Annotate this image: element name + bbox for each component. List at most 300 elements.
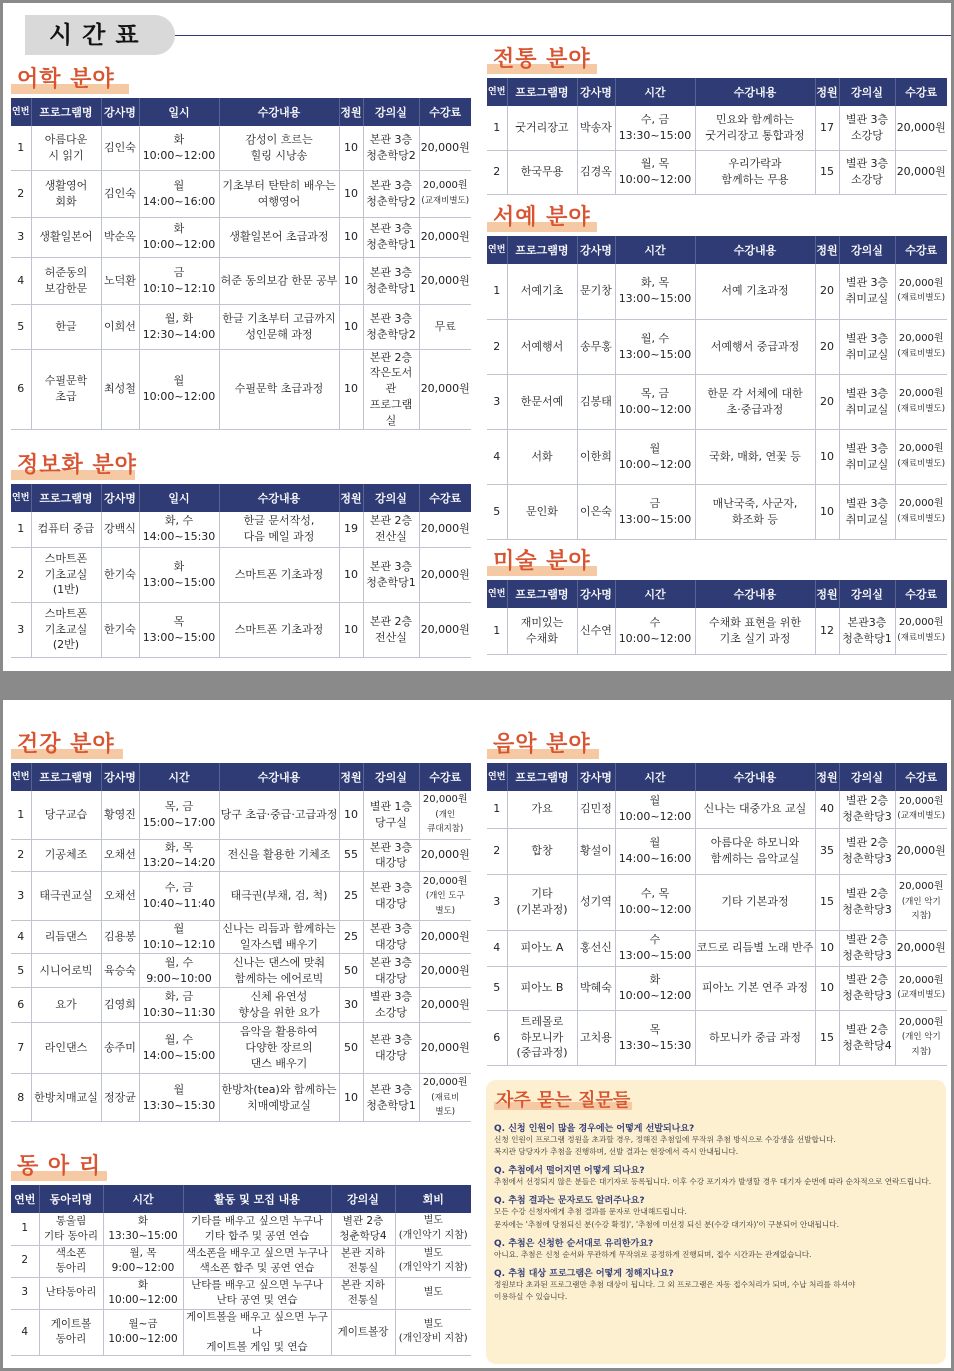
table-cell: 20,000원 — [419, 839, 471, 872]
table-cell: 별관 3층 취미교실 — [839, 429, 895, 484]
table-header-row — [487, 236, 947, 264]
table-cell: 서예기초 — [507, 264, 577, 319]
table-cell: 10 — [339, 304, 363, 349]
table-cell: 별관 3층 취미교실 — [839, 264, 895, 319]
column-header: 연번 — [11, 763, 31, 791]
table-cell: 매난국죽, 사군자, 화조화 등 — [695, 484, 815, 539]
table-cell: 김봉태 — [577, 374, 615, 429]
table-cell: 생활영어 회화 — [31, 170, 101, 217]
table-row — [487, 791, 947, 828]
table-cell: 10 — [815, 484, 839, 539]
table-cell: 화 13:30~15:00 — [103, 1213, 183, 1245]
table-cell: 20,000원 (개인 악기 지참) — [895, 874, 947, 930]
table-cell: 박순옥 — [101, 217, 139, 257]
table-cell: 20,000원 (재료비별도) — [895, 608, 947, 654]
table-header-row — [11, 1185, 471, 1213]
table-cell: 15 — [815, 1010, 839, 1065]
table-cell: 본관 3층 청춘학당2 — [363, 126, 419, 170]
table-cell: 무료 — [419, 304, 471, 349]
table-row — [11, 872, 471, 921]
table-cell: 당구교습 — [31, 791, 101, 839]
table-cell: 2 — [11, 839, 31, 872]
table-row — [487, 608, 947, 654]
table-cell: 20 — [815, 264, 839, 319]
table-cell: 기타 기본과정 — [695, 874, 815, 930]
table-cell: 스마트폰 기초과정 — [219, 547, 339, 602]
table-cell: 2 — [11, 547, 31, 602]
table-cell: 20,000원 — [895, 930, 947, 966]
faq-title: 자주 묻는 질문들 — [496, 1090, 631, 1111]
table-cell: 본관 3층 청춘학당2 — [363, 170, 419, 217]
table-cell: 한글 문서작성, 다음 메일 과정 — [219, 512, 339, 547]
table-row — [487, 966, 947, 1010]
table-cell: 본관 지하 전통실 — [331, 1277, 395, 1309]
table-cell: 금 13:00~15:00 — [615, 484, 695, 539]
table-row — [487, 874, 947, 930]
table-cell: 굿거리장고 — [507, 106, 577, 150]
table-row — [487, 374, 947, 429]
table-cell: 신나는 대중가요 교실 — [695, 791, 815, 828]
table-cell: 1 — [11, 126, 31, 170]
table-cell: 생활일본어 초급과정 — [219, 217, 339, 257]
table-cell: 2 — [487, 319, 507, 374]
column-header: 강사명 — [577, 236, 615, 264]
table-cell: 통울림 기타 동아리 — [39, 1213, 103, 1245]
section-club — [11, 1152, 471, 1356]
table-cell: 별관 3층 소강당 — [363, 988, 419, 1023]
table-cell: 감성이 흐르는 힐링 시낭송 — [219, 126, 339, 170]
table-cell: 월, 수 13:00~15:00 — [615, 319, 695, 374]
section-title — [11, 65, 471, 98]
table-cell: 본관 3층 대강당 — [363, 954, 419, 988]
table-cell: 아름다운 시 읽기 — [31, 126, 101, 170]
table-cell: 화, 금 10:30~11:30 — [139, 988, 219, 1023]
column-header: 수강내용 — [695, 236, 815, 264]
table-cell: 고치용 — [577, 1010, 615, 1065]
table-cell: 게이트볼장 — [331, 1309, 395, 1356]
section-calligraphy — [487, 203, 947, 540]
table-row — [487, 828, 947, 874]
table-cell: 월 10:00~12:00 — [615, 791, 695, 828]
table-cell: 20,000원 — [419, 988, 471, 1023]
column-header: 프로그램명 — [31, 98, 101, 126]
column-header: 수강내용 — [219, 98, 339, 126]
table-cell: 월, 목 10:00~12:00 — [615, 150, 695, 194]
table-cell: 별관 1층 당구실 — [363, 791, 419, 839]
table-cell: 1 — [487, 106, 507, 150]
table-cell: 수 10:00~12:00 — [615, 608, 695, 654]
table-cell: 서화 — [507, 429, 577, 484]
table-cell: 별관 2층 청춘학당3 — [839, 828, 895, 874]
table-cell: 20,000원 (개인 악기 지참) — [895, 1010, 947, 1065]
table-cell: 송주미 — [101, 1023, 139, 1074]
table-row — [487, 1010, 947, 1065]
table-cell: 3 — [11, 602, 31, 657]
column-header: 시간 — [615, 763, 695, 791]
table-cell: 한기숙 — [101, 547, 139, 602]
table-cell: 별관 2층 청춘학당3 — [839, 874, 895, 930]
table-cell: 40 — [815, 791, 839, 828]
table-cell: 본관 3층 대강당 — [363, 921, 419, 954]
column-header: 정원 — [815, 763, 839, 791]
table-row — [11, 791, 471, 839]
faq-list — [494, 1121, 938, 1303]
table-cell: 수필문학 초급 — [31, 349, 101, 430]
schedule-table — [11, 763, 471, 1122]
table-cell: 한글 — [31, 304, 101, 349]
schedule-table — [487, 763, 947, 1066]
table-cell: 20,000원 (교재비별도) — [895, 966, 947, 1010]
section-title — [11, 1152, 471, 1185]
section-title-text: 동 아 리 — [17, 1154, 102, 1179]
table-cell: 20,000원 (교재비별도) — [419, 170, 471, 217]
faq-question: Q. 추첨은 신청한 순서대로 유리한가요? — [494, 1238, 654, 1249]
table-cell: 목 13:30~15:30 — [615, 1010, 695, 1065]
column-header: 연번 — [487, 580, 507, 608]
table-row — [11, 512, 471, 547]
column-header: 강사명 — [577, 78, 615, 106]
table-cell: 10 — [339, 257, 363, 304]
table-cell: 트레몰로 하모니카 (중급과정) — [507, 1010, 577, 1065]
table-cell: 월, 수 14:00~15:00 — [139, 1023, 219, 1074]
column-header: 시간 — [139, 763, 219, 791]
table-cell: 월 10:00~12:00 — [139, 349, 219, 430]
table-cell: 6 — [487, 1010, 507, 1065]
table-cell: 본관 3층 청춘학당1 — [363, 547, 419, 602]
table-cell: 한기숙 — [101, 602, 139, 657]
table-cell: 20,000원 (재료비별도) — [895, 264, 947, 319]
table-cell: 17 — [815, 106, 839, 150]
table-cell: 이희선 — [101, 304, 139, 349]
column-header: 강의실 — [331, 1185, 395, 1213]
table-row — [11, 1309, 471, 1356]
table-row — [11, 126, 471, 170]
table-cell: 월 10:10~12:10 — [139, 921, 219, 954]
column-header: 활동 및 모집 내용 — [183, 1185, 331, 1213]
section-music — [487, 730, 947, 1066]
table-cell: 시니어로빅 — [31, 954, 101, 988]
table-cell: 화 10:00~12:00 — [139, 126, 219, 170]
table-cell: 10 — [339, 170, 363, 217]
table-cell: 5 — [487, 966, 507, 1010]
table-header-row — [487, 78, 947, 106]
table-cell: 수필문학 초급과정 — [219, 349, 339, 430]
column-header: 정원 — [815, 580, 839, 608]
table-cell: 20,000원 — [419, 512, 471, 547]
table-cell: 월~금 10:00~12:00 — [103, 1309, 183, 1356]
table-cell: 4 — [11, 257, 31, 304]
table-cell: 피아노 기본 연주 과정 — [695, 966, 815, 1010]
table-cell: 코드로 리듬별 노래 반주 — [695, 930, 815, 966]
section-title — [487, 730, 947, 763]
section-language — [11, 65, 471, 430]
table-cell: 본관 3층 대강당 — [363, 872, 419, 921]
table-cell: 20,000원 (교재비별도) — [895, 791, 947, 828]
section-title-text: 음악 분야 — [493, 732, 591, 757]
table-cell: 월 13:30~15:30 — [139, 1074, 219, 1122]
column-header: 수강료 — [895, 78, 947, 106]
table-cell: 난타를 배우고 싶으면 누구나 난타 공연 및 연습 — [183, 1277, 331, 1309]
table-cell: 허준동의 보감한문 — [31, 257, 101, 304]
table-cell: 20,000원 — [895, 150, 947, 194]
table-cell: 본관 3층 청춘학당1 — [363, 1074, 419, 1122]
table-cell: 금 10:10~12:10 — [139, 257, 219, 304]
table-row — [487, 930, 947, 966]
table-cell: 25 — [339, 921, 363, 954]
table-cell: 별관 2층 청춘학당3 — [839, 791, 895, 828]
table-cell: 20,000원 — [895, 828, 947, 874]
section-title — [11, 451, 471, 484]
table-cell: 별관 3층 소강당 — [839, 106, 895, 150]
column-header: 연번 — [487, 763, 507, 791]
column-header: 수강료 — [895, 236, 947, 264]
table-cell: 20,000원 — [419, 257, 471, 304]
table-cell: 4 — [487, 429, 507, 484]
table-row — [487, 429, 947, 484]
table-cell: 우리가락과 함께하는 무용 — [695, 150, 815, 194]
section-title — [11, 730, 471, 763]
table-cell: 컴퓨터 중급 — [31, 512, 101, 547]
table-header-row — [487, 580, 947, 608]
table-cell: 19 — [339, 512, 363, 547]
table-cell: 스마트폰 기초교실 (1반) — [31, 547, 101, 602]
table-cell: 신나는 리듬과 함께하는 일자스텝 배우기 — [219, 921, 339, 954]
column-header: 강의실 — [363, 763, 419, 791]
table-cell: 20,000원 (개인 도구 별도) — [419, 872, 471, 921]
table-cell: 2 — [487, 828, 507, 874]
table-cell: 별관 2층 청춘학당3 — [839, 966, 895, 1010]
table-cell: 5 — [11, 304, 31, 349]
table-cell: 성기역 — [577, 874, 615, 930]
table-cell: 요가 — [31, 988, 101, 1023]
table-cell: 10 — [339, 602, 363, 657]
table-cell: 정장균 — [101, 1074, 139, 1122]
table-cell: 월, 목 9:00~12:00 — [103, 1245, 183, 1277]
table-cell: 20,000원 (재료비별도) — [895, 429, 947, 484]
table-cell: 전신을 활용한 기체조 — [219, 839, 339, 872]
table-cell: 본관 2층 전산실 — [363, 602, 419, 657]
table-cell: 한국무용 — [507, 150, 577, 194]
column-header: 연번 — [11, 484, 31, 512]
table-cell: 본관 3층 대강당 — [363, 1023, 419, 1074]
section-information — [11, 451, 471, 658]
table-cell: 목, 금 15:00~17:00 — [139, 791, 219, 839]
column-header: 프로그램명 — [31, 763, 101, 791]
column-header: 정원 — [339, 763, 363, 791]
table-cell: 20,000원 (재료비별도) — [895, 319, 947, 374]
section-title — [487, 45, 947, 78]
column-header: 수강내용 — [695, 763, 815, 791]
column-header: 시간 — [103, 1185, 183, 1213]
table-cell: 하모니카 중급 과정 — [695, 1010, 815, 1065]
column-header: 강의실 — [839, 763, 895, 791]
column-header: 수강료 — [419, 484, 471, 512]
column-header: 연번 — [11, 1185, 39, 1213]
column-header: 프로그램명 — [507, 236, 577, 264]
column-header: 수강내용 — [695, 580, 815, 608]
table-cell: 태극권교실 — [31, 872, 101, 921]
table-cell: 화, 목 13:00~15:00 — [615, 264, 695, 319]
schedule-table — [487, 78, 947, 195]
table-cell: 최성철 — [101, 349, 139, 430]
table-cell: 피아노 A — [507, 930, 577, 966]
table-cell: 게이트볼 동아리 — [39, 1309, 103, 1356]
column-header: 회비 — [395, 1185, 471, 1213]
schedule-table — [11, 1185, 471, 1356]
table-cell: 20,000원 — [419, 126, 471, 170]
table-cell: 별관 2층 청춘학당3 — [839, 930, 895, 966]
table-cell: 색소폰을 배우고 싶으면 누구나 색소폰 합주 및 공연 연습 — [183, 1245, 331, 1277]
table-cell: 노덕환 — [101, 257, 139, 304]
table-cell: 1 — [487, 791, 507, 828]
table-cell: 3 — [11, 872, 31, 921]
table-row — [11, 954, 471, 988]
table-cell: 문인화 — [507, 484, 577, 539]
table-cell: 한방차(tea)와 함께하는 치매예방교실 — [219, 1074, 339, 1122]
table-cell: 본관 2층 작은도서관 프로그램실 — [363, 349, 419, 430]
table-row — [11, 1277, 471, 1309]
table-cell: 민요와 함께하는 굿거리장고 통합과정 — [695, 106, 815, 150]
table-cell: 홍선신 — [577, 930, 615, 966]
table-cell: 강백식 — [101, 512, 139, 547]
table-row — [11, 170, 471, 217]
table-cell: 10 — [339, 547, 363, 602]
table-cell: 월 14:00~16:00 — [139, 170, 219, 217]
column-header: 강사명 — [577, 580, 615, 608]
table-cell: 별관 3층 소강당 — [839, 150, 895, 194]
table-cell: 색소폰 동아리 — [39, 1245, 103, 1277]
column-header: 동아리명 — [39, 1185, 103, 1213]
table-cell: 본관 3층 대강당 — [363, 839, 419, 872]
table-row — [11, 1245, 471, 1277]
table-cell: 35 — [815, 828, 839, 874]
table-cell: 이은숙 — [577, 484, 615, 539]
table-cell: 10 — [339, 126, 363, 170]
table-cell: 수 13:00~15:00 — [615, 930, 695, 966]
table-cell: 15 — [815, 150, 839, 194]
table-cell: 음악을 활용하여 다양한 장르의 댄스 배우기 — [219, 1023, 339, 1074]
column-header: 프로그램명 — [507, 763, 577, 791]
table-header-row — [11, 763, 471, 791]
table-cell: 3 — [487, 374, 507, 429]
column-header: 강사명 — [101, 98, 139, 126]
table-cell: 55 — [339, 839, 363, 872]
table-cell: 월 10:00~12:00 — [615, 429, 695, 484]
faq-answer: 정원보다 초과된 프로그램만 추첨 대상이 됩니다. 그 외 프로그램은 자동 접수처리가 되며, 수납 처리를 하셔야 이용하실 수 있습니다. — [494, 1279, 856, 1301]
table-cell: 월 14:00~16:00 — [615, 828, 695, 874]
table-row — [11, 1074, 471, 1122]
table-cell: 수채화 표현을 위한 기초 실기 과정 — [695, 608, 815, 654]
table-cell: 김영희 — [101, 988, 139, 1023]
table-cell: 국화, 매화, 연꽃 등 — [695, 429, 815, 484]
table-cell: 별관 2층 청춘학당4 — [839, 1010, 895, 1065]
table-cell: 본관 3층 청춘학당1 — [363, 257, 419, 304]
table-cell: 문기창 — [577, 264, 615, 319]
table-cell: 서예행서 — [507, 319, 577, 374]
table-cell: 20,000원 — [419, 217, 471, 257]
column-header: 시간 — [615, 580, 695, 608]
table-cell: 4 — [487, 930, 507, 966]
table-cell: 20 — [815, 374, 839, 429]
section-title-text: 서예 분야 — [493, 205, 591, 230]
table-row — [11, 921, 471, 954]
table-cell: 별관 3층 취미교실 — [839, 319, 895, 374]
table-cell: 25 — [339, 872, 363, 921]
column-header: 강의실 — [363, 98, 419, 126]
column-header: 정원 — [815, 78, 839, 106]
column-header: 수강료 — [419, 763, 471, 791]
header-rule — [175, 35, 951, 36]
table-cell: 오채선 — [101, 872, 139, 921]
table-cell: 50 — [339, 954, 363, 988]
column-header: 일시 — [139, 98, 219, 126]
table-cell: 신체 유연성 향상을 위한 요가 — [219, 988, 339, 1023]
column-header: 시간 — [615, 236, 695, 264]
table-cell: 3 — [11, 1277, 39, 1309]
table-row — [487, 150, 947, 194]
section-title-text: 전통 분야 — [493, 47, 591, 72]
table-cell: 화 10:00~12:00 — [139, 217, 219, 257]
table-row — [11, 257, 471, 304]
table-cell: 별도 (개인악기 지참) — [395, 1213, 471, 1245]
column-header: 정원 — [339, 484, 363, 512]
faq-question: Q. 추첨 대상 프로그램은 어떻게 정해지나요? — [494, 1268, 674, 1279]
table-cell: 20,000원 (재료비별도) — [895, 484, 947, 539]
table-row — [11, 349, 471, 430]
table-cell: 20,000원 — [419, 1023, 471, 1074]
section-health — [11, 730, 471, 1122]
column-header: 연번 — [487, 236, 507, 264]
table-cell: 20,000원 — [419, 602, 471, 657]
table-row — [11, 839, 471, 872]
table-cell: 가요 — [507, 791, 577, 828]
table-cell: 5 — [487, 484, 507, 539]
table-cell: 신나는 댄스에 맞춰 함께하는 에어로빅 — [219, 954, 339, 988]
table-cell: 게이트볼을 배우고 싶으면 누구나 게이트볼 게임 및 연습 — [183, 1309, 331, 1356]
table-row — [11, 988, 471, 1023]
column-header: 강의실 — [839, 580, 895, 608]
table-cell: 5 — [11, 954, 31, 988]
table-cell: 목, 금 10:00~12:00 — [615, 374, 695, 429]
table-cell: 6 — [11, 988, 31, 1023]
table-header-row — [11, 484, 471, 512]
table-cell: 본관3층 청춘학당1 — [839, 608, 895, 654]
table-row — [11, 1023, 471, 1074]
table-cell: 기공체조 — [31, 839, 101, 872]
table-cell: 12 — [815, 608, 839, 654]
table-row — [487, 264, 947, 319]
table-cell: 별도 (개인장비 지참) — [395, 1309, 471, 1356]
column-header: 강사명 — [101, 763, 139, 791]
table-row — [487, 319, 947, 374]
table-cell: 리듬댄스 — [31, 921, 101, 954]
faq-answer: 추첨에서 선정되지 않은 분들은 대기자로 등록됩니다. 이후 수강 포기자가 발생할 경우 대기자 순번에 따라 순차적으로 연락드립니다. — [494, 1177, 932, 1187]
table-cell: 서예 기초과정 — [695, 264, 815, 319]
table-cell: 10 — [339, 349, 363, 430]
table-cell: 육승숙 — [101, 954, 139, 988]
table-cell: 김민정 — [577, 791, 615, 828]
table-cell: 10 — [339, 1074, 363, 1122]
table-cell: 20,000원 (재료비별도) — [895, 374, 947, 429]
table-cell: 1 — [11, 1213, 39, 1245]
schedule-table — [11, 98, 471, 430]
table-cell: 20,000원 — [419, 547, 471, 602]
table-cell: 피아노 B — [507, 966, 577, 1010]
table-cell: 기초부터 탄탄히 배우는 여행영어 — [219, 170, 339, 217]
section-title-text: 정보화 분야 — [17, 453, 137, 478]
schedule-table — [487, 236, 947, 540]
table-cell: 20,000원 — [419, 954, 471, 988]
